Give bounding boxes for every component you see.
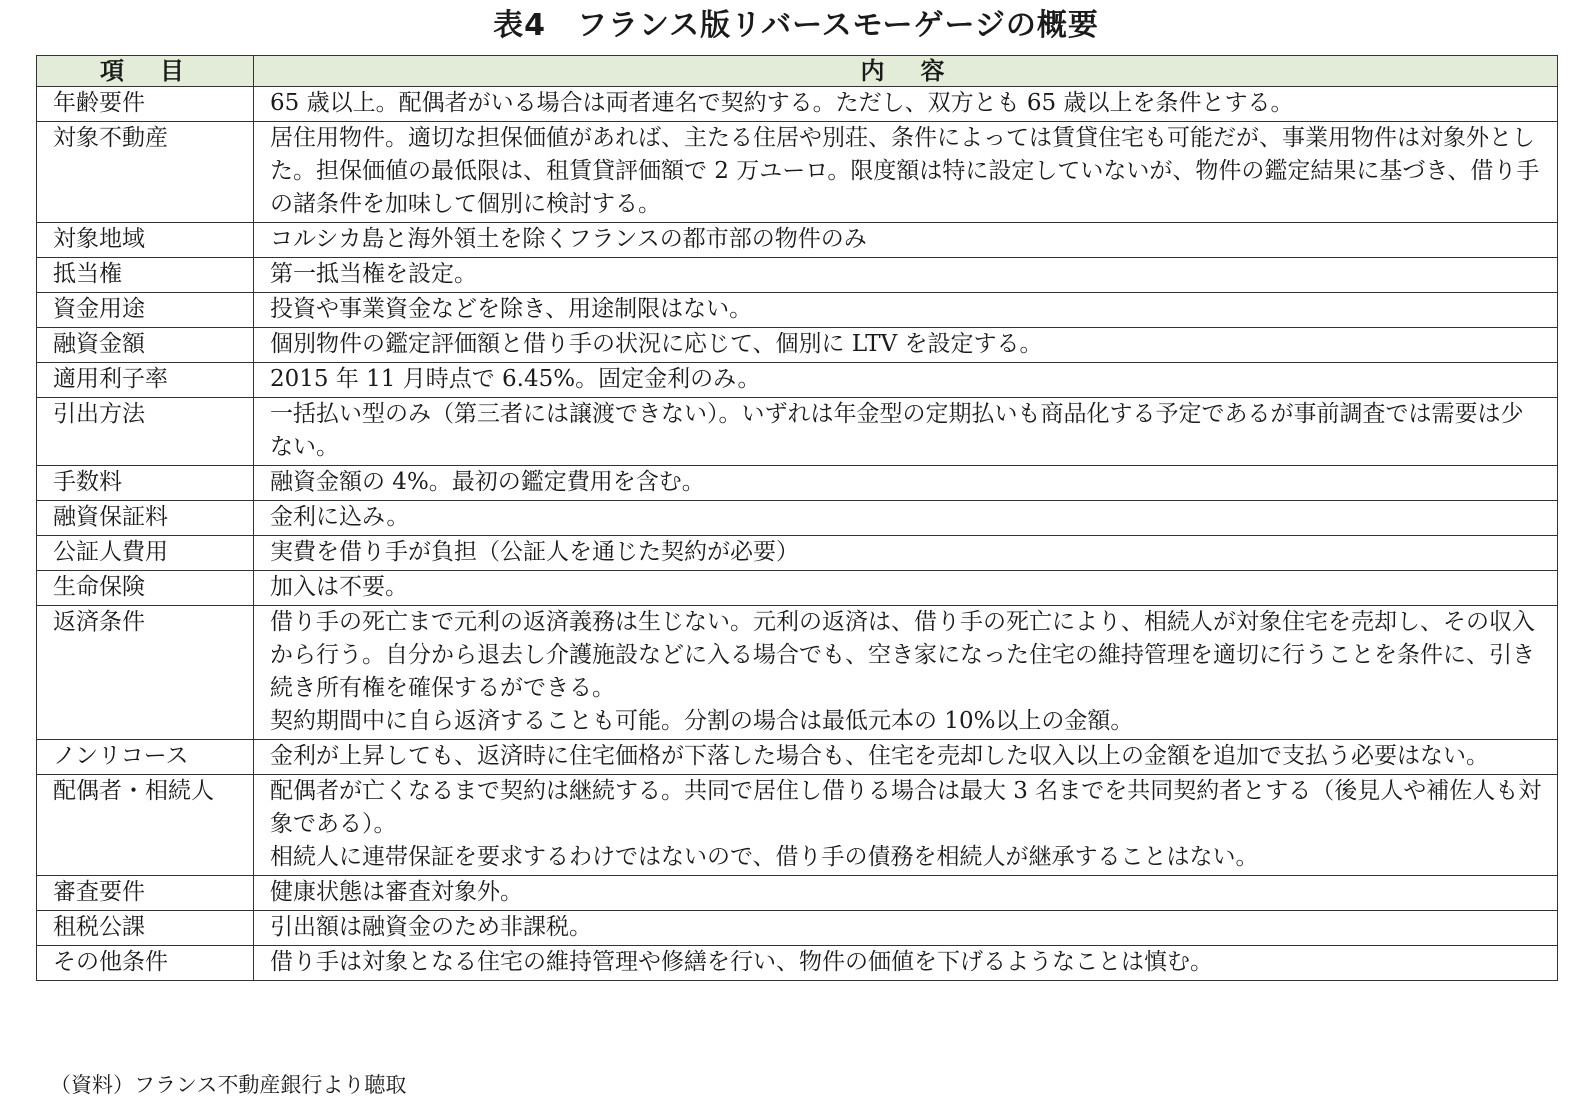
table-row bbox=[37, 740, 1558, 775]
row-item: 手数料 bbox=[37, 466, 254, 501]
content-paragraph: 配偶者が亡くなるまで契約は継続する。共同で居住し借りる場合は最大 3 名までを共同契約者とする（後見人や補佐人も対象である）。 bbox=[270, 778, 1542, 837]
row-content bbox=[254, 536, 1558, 571]
header-content: 内 容 bbox=[254, 56, 1558, 87]
table-row bbox=[37, 398, 1558, 466]
row-content bbox=[254, 571, 1558, 606]
row-content bbox=[254, 775, 1558, 876]
row-content bbox=[254, 911, 1558, 946]
table-row bbox=[37, 536, 1558, 571]
content-paragraph: 借り手は対象となる住宅の維持管理や修繕を行い、物件の価値を下げるようなことは慎む。 bbox=[270, 949, 1213, 975]
table-row bbox=[37, 775, 1558, 876]
table-row bbox=[37, 606, 1558, 740]
content-paragraph: 健康状態は審査対象外。 bbox=[270, 879, 523, 905]
content-paragraph: 相続人に連帯保証を要求するわけではないので、借り手の債務を相続人が継承することはない。 bbox=[270, 844, 1259, 870]
row-item: 租税公課 bbox=[37, 911, 254, 946]
row-item: 審査要件 bbox=[37, 876, 254, 911]
content-paragraph: コルシカ島と海外領土を除くフランスの都市部の物件のみ bbox=[270, 226, 867, 252]
row-item: 対象地域 bbox=[37, 223, 254, 258]
content-paragraph: 借り手の死亡まで元利の返済義務は生じない。元利の返済は、借り手の死亡により、相続人が対象住宅を売却し、その収入から行う。自分から退去し介護施設などに入る場合でも、空き家になった住宅の維持管理を適切に行うことを条件に、引き続き所有権を確保するができる。 bbox=[270, 609, 1535, 701]
content-paragraph: 実費を借り手が負担（公証人を通じた契約が必要） bbox=[270, 539, 799, 565]
row-item: 融資金額 bbox=[37, 328, 254, 363]
row-item: 年齢要件 bbox=[37, 87, 254, 122]
row-item: ノンリコース bbox=[37, 740, 254, 775]
content-paragraph: 投資や事業資金などを除き、用途制限はない。 bbox=[270, 296, 753, 322]
table-row bbox=[37, 122, 1558, 223]
row-content bbox=[254, 606, 1558, 740]
content-paragraph: 引出額は融資金のため非課税。 bbox=[270, 914, 592, 940]
content-paragraph: 65 歳以上。配偶者がいる場合は両者連名で契約する。ただし、双方とも 65 歳以上を条件とする。 bbox=[270, 90, 1294, 116]
content-paragraph: 第一抵当権を設定。 bbox=[270, 261, 477, 287]
table-row bbox=[37, 571, 1558, 606]
row-item: 対象不動産 bbox=[37, 122, 254, 223]
content-paragraph: 融資金額の 4%。最初の鑑定費用を含む。 bbox=[270, 469, 705, 495]
row-content bbox=[254, 328, 1558, 363]
source-note: （資料）フランス不動産銀行より聴取 bbox=[50, 1073, 407, 1097]
content-paragraph: 一括払い型のみ（第三者には譲渡できない）。いずれは年金型の定期払いも商品化する予定であるが事前調査では需要は少ない。 bbox=[270, 401, 1524, 460]
header-item: 項 目 bbox=[37, 56, 254, 87]
content-paragraph: 2015 年 11 月時点で 6.45%。固定金利のみ。 bbox=[270, 366, 761, 392]
row-item: 融資保証料 bbox=[37, 501, 254, 536]
content-paragraph: 金利に込み。 bbox=[270, 504, 410, 530]
row-item: 資金用途 bbox=[37, 293, 254, 328]
table-title: 表4 フランス版リバースモーゲージの概要 bbox=[493, 8, 1099, 43]
row-item: 引出方法 bbox=[37, 398, 254, 466]
row-item: 返済条件 bbox=[37, 606, 254, 740]
overview-table bbox=[36, 55, 1558, 981]
table-row bbox=[37, 946, 1558, 981]
row-content bbox=[254, 293, 1558, 328]
table-row bbox=[37, 223, 1558, 258]
content-paragraph: 加入は不要。 bbox=[270, 574, 408, 600]
table-row bbox=[37, 911, 1558, 946]
row-content bbox=[254, 876, 1558, 911]
row-item: 生命保険 bbox=[37, 571, 254, 606]
table-row bbox=[37, 328, 1558, 363]
table-row bbox=[37, 293, 1558, 328]
table-row bbox=[37, 258, 1558, 293]
row-item: 適用利子率 bbox=[37, 363, 254, 398]
header-row bbox=[37, 56, 1558, 87]
row-content bbox=[254, 946, 1558, 981]
row-item: その他条件 bbox=[37, 946, 254, 981]
row-content bbox=[254, 258, 1558, 293]
row-content bbox=[254, 223, 1558, 258]
row-item: 配偶者・相続人 bbox=[37, 775, 254, 876]
row-content bbox=[254, 740, 1558, 775]
table-row bbox=[37, 466, 1558, 501]
row-content bbox=[254, 87, 1558, 122]
row-content bbox=[254, 122, 1558, 223]
table-row bbox=[37, 363, 1558, 398]
table-row bbox=[37, 876, 1558, 911]
table-row bbox=[37, 501, 1558, 536]
row-content bbox=[254, 501, 1558, 536]
content-paragraph: 居住用物件。適切な担保価値があれば、主たる住居や別荘、条件によっては賃貸住宅も可能だが、事業用物件は対象外とした。担保価値の最低限は、租賃貸評価額で 2 万ユーロ。限度額は特に設定していないが、物件の鑑定結果に基づき、借り手の諸条件を加味して個別に検討する。 bbox=[270, 125, 1540, 217]
row-item: 公証人費用 bbox=[37, 536, 254, 571]
content-paragraph: 金利が上昇しても、返済時に住宅価格が下落した場合も、住宅を売却した収入以上の金額を追加で支払う必要はない。 bbox=[270, 743, 1489, 769]
row-content bbox=[254, 466, 1558, 501]
content-paragraph: 個別物件の鑑定評価額と借り手の状況に応じて、個別に LTV を設定する。 bbox=[270, 331, 1043, 357]
table-row bbox=[37, 87, 1558, 122]
content-paragraph: 契約期間中に自ら返済することも可能。分割の場合は最低元本の 10%以上の金額。 bbox=[270, 708, 1134, 734]
row-content bbox=[254, 363, 1558, 398]
row-content bbox=[254, 398, 1558, 466]
row-item: 抵当権 bbox=[37, 258, 254, 293]
